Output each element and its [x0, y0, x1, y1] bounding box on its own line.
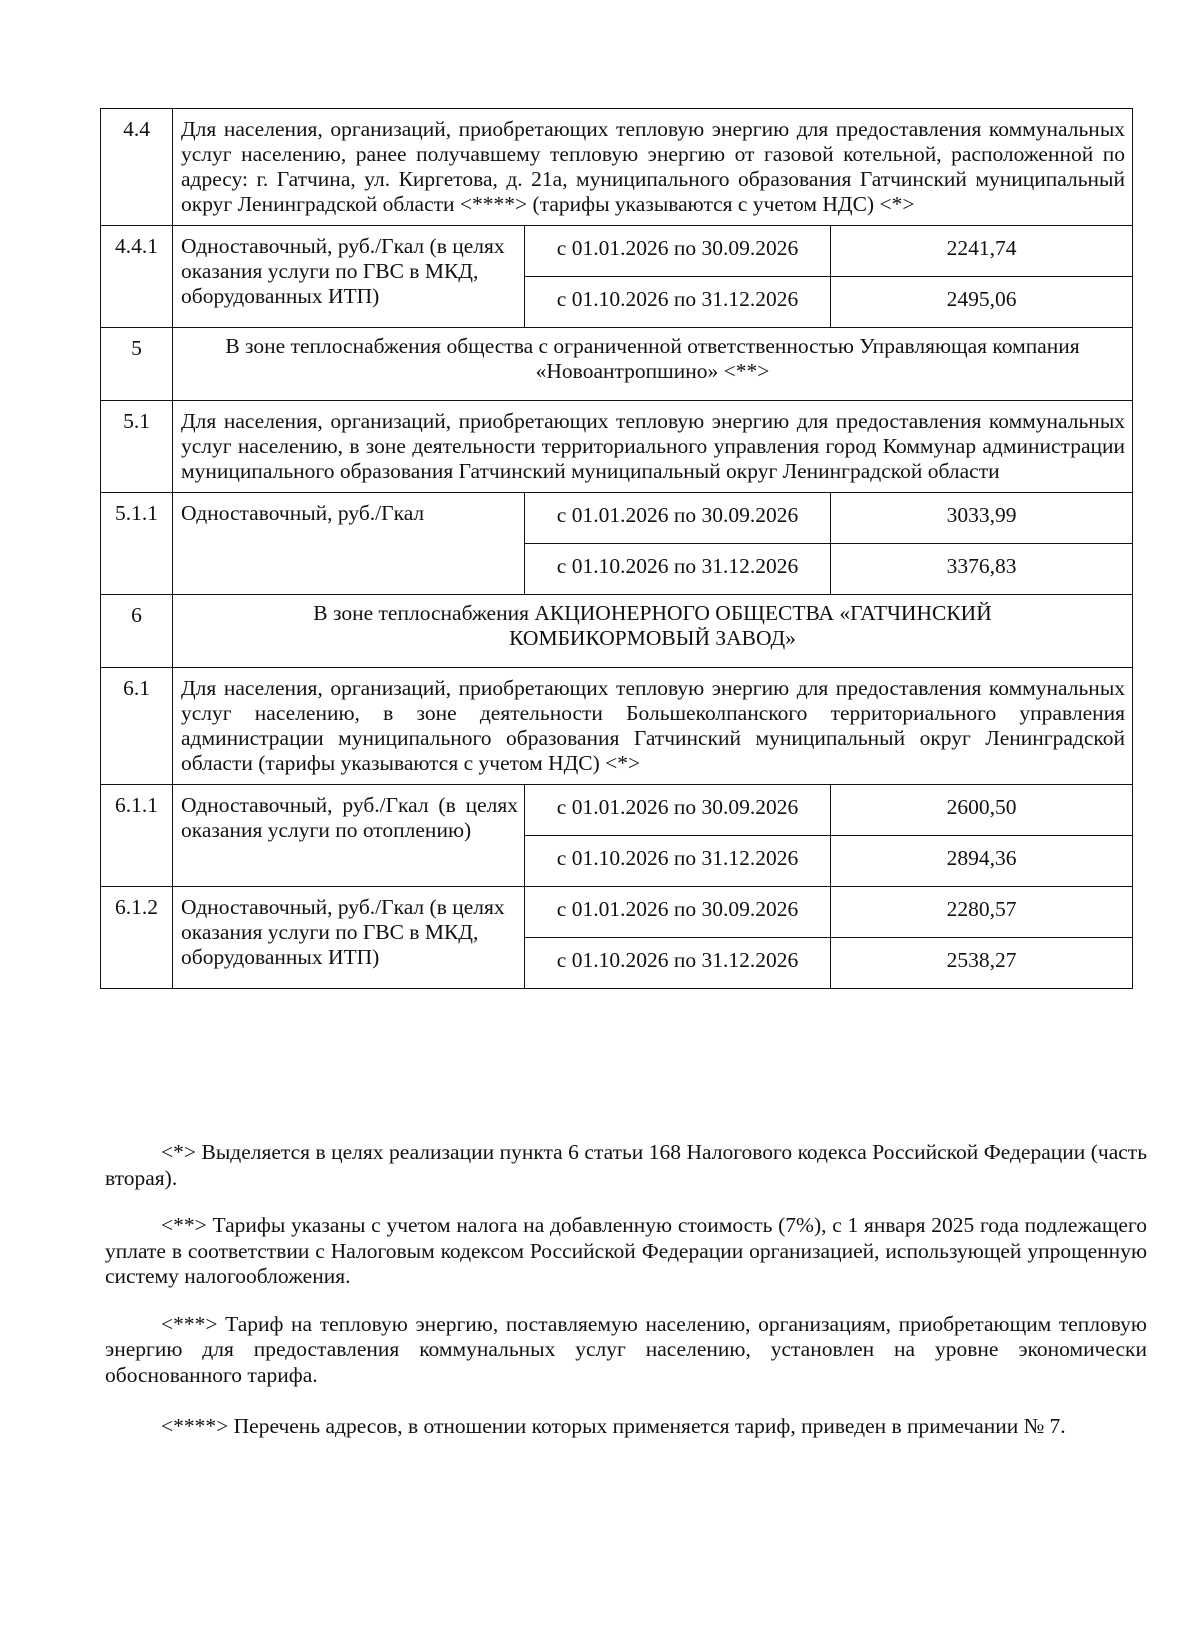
- price-cell: 2538,27: [831, 938, 1133, 989]
- row-number: 5.1.1: [101, 493, 173, 595]
- table-row: [101, 109, 1133, 226]
- table-row: [101, 887, 1133, 938]
- row-number: 6.1.1: [101, 785, 173, 887]
- price-cell: 3376,83: [831, 544, 1133, 595]
- table-row: [101, 493, 1133, 544]
- period-cell: с 01.10.2026 по 31.12.2026: [525, 938, 831, 989]
- row-number: 6.1: [101, 668, 173, 785]
- row-number: 6: [101, 595, 173, 668]
- tariff-table: [100, 108, 1133, 989]
- row-number: 4.4: [101, 109, 173, 226]
- price-cell: 2894,36: [831, 836, 1133, 887]
- row-description: Для населения, организаций, приобретающих тепловую энергию для предоставления коммунальных услуг населению, ранее получавшему тепловую энергию от газовой котельной, расположенной по адресу: г. Гатчина, ул. Киргетова, д. 21а, муниципального образования Гатчинский муниципальный округ Ленинградской области <****> (тарифы указываются с учетом НДС) <*>: [173, 109, 1133, 226]
- table-row: [101, 401, 1133, 493]
- tariff-name: Одноставочный, руб./Гкал (в целях оказания услуги по отоплению): [173, 785, 525, 887]
- period-cell: с 01.10.2026 по 31.12.2026: [525, 277, 831, 328]
- tariff-name: Одноставочный, руб./Гкал (в целях оказания услуги по ГВС в МКД, оборудованных ИТП): [173, 226, 525, 328]
- footnotes: [105, 1140, 1147, 1462]
- row-description: Для населения, организаций, приобретающих тепловую энергию для предоставления коммунальных услуг населению, в зоне деятельности территориального управления город Коммунар администрации муниципального образования Гатчинский муниципальный округ Ленинградской области: [173, 401, 1133, 493]
- price-cell: 3033,99: [831, 493, 1133, 544]
- table-row: [101, 328, 1133, 401]
- footnote: <*> Выделяется в целях реализации пункта 6 статьи 168 Налогового кодекса Российской Федерации (часть вторая).: [105, 1140, 1147, 1190]
- period-cell: с 01.01.2026 по 30.09.2026: [525, 887, 831, 938]
- tariff-name: Одноставочный, руб./Гкал (в целях оказания услуги по ГВС в МКД, оборудованных ИТП): [173, 887, 525, 989]
- period-cell: с 01.01.2026 по 30.09.2026: [525, 226, 831, 277]
- price-cell: 2495,06: [831, 277, 1133, 328]
- table-row: [101, 668, 1133, 785]
- table-row: [101, 785, 1133, 836]
- zone-heading: В зоне теплоснабжения общества с ограниченной ответственностью Управляющая компания «Новоантропшино» <**>: [173, 328, 1133, 401]
- footnote: <**> Тарифы указаны с учетом налога на добавленную стоимость (7%), с 1 января 2025 года подлежащего уплате в соответствии с Налоговым кодексом Российской Федерации организацией, использующей упрощенную систему налогообложения.: [105, 1213, 1147, 1288]
- row-number: 5: [101, 328, 173, 401]
- row-description: Для населения, организаций, приобретающих тепловую энергию для предоставления коммунальных услуг населению, в зоне деятельности Большеколпанского территориального управления администрации муниципального образования Гатчинский муниципальный округ Ленинградской области (тарифы указываются с учетом НДС) <*>: [173, 668, 1133, 785]
- row-number: 6.1.2: [101, 887, 173, 989]
- period-cell: с 01.10.2026 по 31.12.2026: [525, 836, 831, 887]
- footnote: <***> Тариф на тепловую энергию, поставляемую населению, организациям, приобретающим тепловую энергию для предоставления коммунальных услуг населению, установлен на уровне экономически обоснованного тарифа.: [105, 1311, 1147, 1387]
- footnote: <****> Перечень адресов, в отношении которых применяется тариф, приведен в примечании № 7.: [161, 1414, 1066, 1438]
- row-number: 4.4.1: [101, 226, 173, 328]
- price-cell: 2280,57: [831, 887, 1133, 938]
- price-cell: 2241,74: [831, 226, 1133, 277]
- period-cell: с 01.01.2026 по 30.09.2026: [525, 493, 831, 544]
- zone-heading: В зоне теплоснабжения АКЦИОНЕРНОГО ОБЩЕСТВА «ГАТЧИНСКИЙ КОМБИКОРМОВЫЙ ЗАВОД»: [173, 595, 1133, 668]
- row-number: 5.1: [101, 401, 173, 493]
- period-cell: с 01.01.2026 по 30.09.2026: [525, 785, 831, 836]
- table-row: [101, 226, 1133, 277]
- price-cell: 2600,50: [831, 785, 1133, 836]
- tariff-name: Одноставочный, руб./Гкал: [173, 493, 525, 595]
- table-row: [101, 595, 1133, 668]
- period-cell: с 01.10.2026 по 31.12.2026: [525, 544, 831, 595]
